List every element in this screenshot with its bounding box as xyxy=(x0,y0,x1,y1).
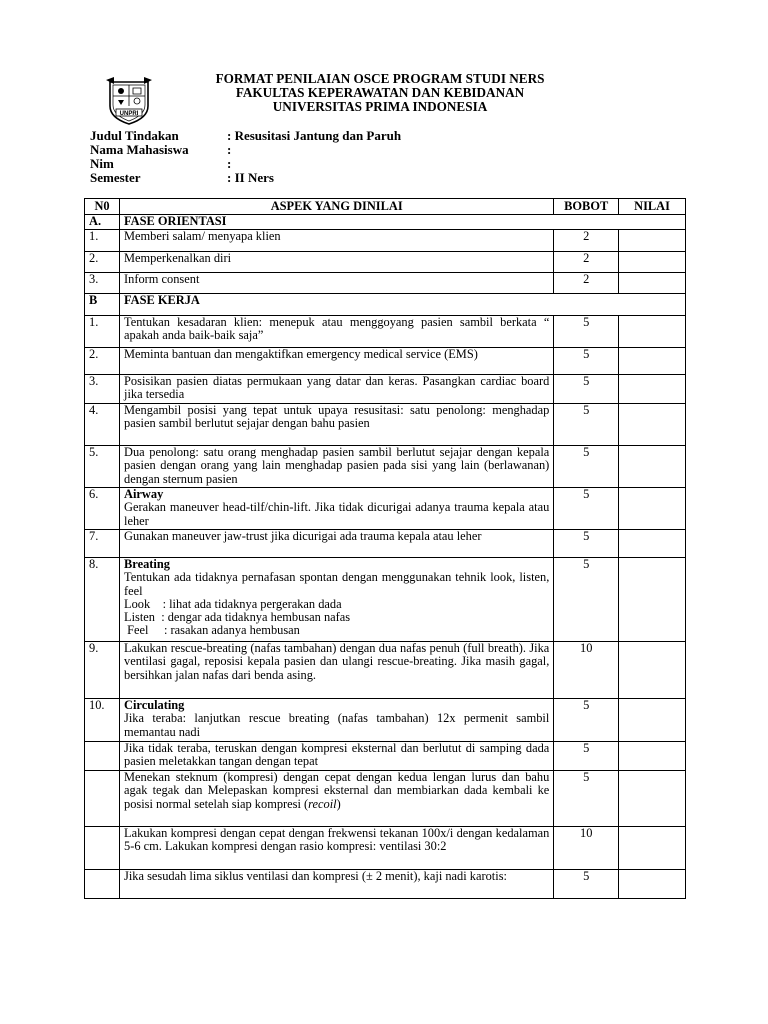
row-no xyxy=(85,742,120,771)
table-row xyxy=(85,230,686,252)
header-title-line-2: FAKULTAS KEPERAWATAN DAN KEBIDANAN xyxy=(235,85,525,100)
row-aspek: Inform consent xyxy=(120,273,554,294)
row-text-tail: ) xyxy=(336,796,341,811)
row-bobot: 5 xyxy=(554,771,619,827)
section-title: FASE KERJA xyxy=(120,294,686,316)
row-aspek: Tentukan kesadaran klien: menepuk atau menggoyang pasien sambil berkata “ apakah anda baik-baik saja” xyxy=(120,316,554,348)
info-row-nama xyxy=(90,143,590,157)
table-row xyxy=(85,870,686,899)
row-no xyxy=(85,771,120,827)
table-row xyxy=(85,252,686,273)
row-bobot: 5 xyxy=(554,742,619,771)
score-cell[interactable] xyxy=(619,348,686,375)
table-row xyxy=(85,827,686,870)
row-text: Gerakan maneuver head-tilf/chin-lift. Jika tidak dicurigai adanya trauma kepala atau leher xyxy=(124,500,550,528)
table-row xyxy=(85,642,686,699)
section-row-b xyxy=(85,294,686,316)
row-aspek: Dua penolong: satu orang menghadap pasien sambil berlutut sejajar dengan kepala pasien dengan orang yang lain menghadap pasien pada sisi yang lain (berlawanan) dengan sternum pasien xyxy=(120,446,554,488)
table-row xyxy=(85,742,686,771)
info-value: : xyxy=(227,142,232,157)
score-cell[interactable] xyxy=(619,252,686,273)
score-cell[interactable] xyxy=(619,558,686,642)
svg-text:UNPRI: UNPRI xyxy=(119,111,139,117)
score-cell[interactable] xyxy=(619,316,686,348)
info-row-judul xyxy=(90,129,590,143)
row-aspek xyxy=(120,558,554,642)
section-no: A. xyxy=(85,215,120,230)
score-cell[interactable] xyxy=(619,230,686,252)
table-row xyxy=(85,558,686,642)
row-bobot: 5 xyxy=(554,348,619,375)
row-bobot: 2 xyxy=(554,230,619,252)
score-cell[interactable] xyxy=(619,771,686,827)
header-title-line-1: FORMAT PENILAIAN OSCE PROGRAM STUDI NERS xyxy=(215,71,545,86)
row-no: 4. xyxy=(85,404,120,446)
info-value: : xyxy=(227,156,232,171)
table-row xyxy=(85,488,686,530)
row-subtitle: Airway xyxy=(124,487,164,501)
row-aspek: Meminta bantuan dan mengaktifkan emergency medical service (EMS) xyxy=(120,348,554,375)
row-look: Look : lihat ada tidaknya pergerakan dada xyxy=(124,596,342,611)
table-row xyxy=(85,316,686,348)
score-cell[interactable] xyxy=(619,273,686,294)
row-bobot: 2 xyxy=(554,273,619,294)
row-subtitle: Circulating xyxy=(124,698,185,712)
row-bobot: 5 xyxy=(554,375,619,404)
row-bobot: 5 xyxy=(554,870,619,899)
score-cell[interactable] xyxy=(619,530,686,558)
score-cell[interactable] xyxy=(619,870,686,899)
info-label: Judul Tindakan xyxy=(90,128,179,143)
row-aspek: Mengambil posisi yang tepat untuk upaya resusitasi: satu penolong: menghadap pasien sambil berlutut sejajar dengan bahu pasien xyxy=(120,404,554,446)
score-cell[interactable] xyxy=(619,742,686,771)
row-text: Menekan steknum (kompresi) dengan cepat dengan kedua lengan lurus dan bahu agak tegak dan Melepaskan kompresi eksternal dan membiarkan dada kembali ke posisi normal setelah siap kompresi ( xyxy=(124,770,550,811)
row-bobot: 5 xyxy=(554,530,619,558)
row-text: Jika teraba: lanjutkan rescue breating (nafas tambahan) 12x permenit sambil memantau nadi xyxy=(124,711,550,739)
row-no xyxy=(85,870,120,899)
row-aspek xyxy=(120,488,554,530)
score-cell[interactable] xyxy=(619,488,686,530)
info-label: Nama Mahasiswa xyxy=(90,142,189,157)
section-title: FASE ORIENTASI xyxy=(120,215,686,230)
row-no: 6. xyxy=(85,488,120,530)
row-bobot: 10 xyxy=(554,642,619,699)
row-bobot: 5 xyxy=(554,699,619,742)
info-value: : Resusitasi Jantung dan Paruh xyxy=(227,128,402,143)
table-row xyxy=(85,404,686,446)
row-aspek: Memberi salam/ menyapa klien xyxy=(120,230,554,252)
row-aspek: Jika tidak teraba, teruskan dengan kompresi eksternal dan berlutut di samping dada pasien meletakkan tangan dengan tepat xyxy=(120,742,554,771)
info-value: : II Ners xyxy=(227,170,274,185)
table-row xyxy=(85,375,686,404)
row-bobot: 5 xyxy=(554,316,619,348)
row-no: 7. xyxy=(85,530,120,558)
info-row-nim xyxy=(90,157,590,171)
row-no: 1. xyxy=(85,230,120,252)
score-cell[interactable] xyxy=(619,446,686,488)
score-cell[interactable] xyxy=(619,404,686,446)
table-row xyxy=(85,771,686,827)
info-label: Semester xyxy=(90,170,141,185)
table-row xyxy=(85,348,686,375)
row-no: 10. xyxy=(85,699,120,742)
row-no: 1. xyxy=(85,316,120,348)
header-no: N0 xyxy=(85,199,120,215)
row-bobot: 5 xyxy=(554,404,619,446)
row-aspek xyxy=(120,699,554,742)
table-header-row xyxy=(85,199,686,215)
row-bobot: 5 xyxy=(554,446,619,488)
table-row xyxy=(85,699,686,742)
score-cell[interactable] xyxy=(619,375,686,404)
section-row-a xyxy=(85,215,686,230)
row-no: 8. xyxy=(85,558,120,642)
row-text-italic: recoil xyxy=(308,796,337,811)
row-aspek xyxy=(120,771,554,827)
info-row-semester xyxy=(90,171,590,185)
row-no: 2. xyxy=(85,348,120,375)
row-bobot: 10 xyxy=(554,827,619,870)
header-bobot: BOBOT xyxy=(554,199,619,215)
row-text: Tentukan ada tidaknya pernafasan spontan dengan menggunakan tehnik look, listen, feel xyxy=(124,570,550,598)
row-no: 2. xyxy=(85,252,120,273)
score-cell[interactable] xyxy=(619,699,686,742)
row-no xyxy=(85,827,120,870)
row-no: 9. xyxy=(85,642,120,699)
row-bobot: 5 xyxy=(554,558,619,642)
section-no: B xyxy=(85,294,120,316)
row-bobot: 2 xyxy=(554,252,619,273)
score-cell[interactable] xyxy=(619,642,686,699)
row-aspek: Lakukan rescue-breating (nafas tambahan) dengan dua nafas penuh (full breath). Jika ventilasi gagal, reposisi kepala pasien dan ulangi rescue-breating. Jika masih gagal, bersihkan jalan nafas dari benda asing. xyxy=(120,642,554,699)
row-no: 3. xyxy=(85,375,120,404)
table-row xyxy=(85,530,686,558)
header-aspek: ASPEK YANG DINILAI xyxy=(120,199,554,215)
table-row xyxy=(85,273,686,294)
university-logo-icon xyxy=(104,76,154,126)
info-label: Nim xyxy=(90,156,114,171)
header-nilai: NILAI xyxy=(619,199,686,215)
row-no: 3. xyxy=(85,273,120,294)
row-aspek: Gunakan maneuver jaw-trust jika dicurigai ada trauma kepala atau leher xyxy=(120,530,554,558)
row-listen: Listen : dengar ada tidaknya hembusan nafas xyxy=(124,610,351,625)
row-bobot: 5 xyxy=(554,488,619,530)
row-aspek: Jika sesudah lima siklus ventilasi dan kompresi (± 2 menit), kaji nadi karotis: xyxy=(120,870,554,899)
table-row xyxy=(85,446,686,488)
assessment-table xyxy=(84,198,686,899)
row-no: 5. xyxy=(85,446,120,488)
row-aspek: Posisikan pasien diatas permukaan yang datar dan keras. Pasangkan cardiac board jika tersedia xyxy=(120,375,554,404)
row-aspek: Lakukan kompresi dengan cepat dengan frekwensi tekanan 100x/i dengan kedalaman 5-6 cm. Lakukan kompresi dengan rasio kompresi: ventilasi 30:2 xyxy=(120,827,554,870)
row-feel: Feel : rasakan adanya hembusan xyxy=(124,623,300,638)
row-subtitle: Breating xyxy=(124,557,170,571)
score-cell[interactable] xyxy=(619,827,686,870)
header-title-line-3: UNIVERSITAS PRIMA INDONESIA xyxy=(272,99,488,114)
row-aspek: Memperkenalkan diri xyxy=(120,252,554,273)
document-header xyxy=(160,72,600,114)
info-block xyxy=(90,129,590,185)
